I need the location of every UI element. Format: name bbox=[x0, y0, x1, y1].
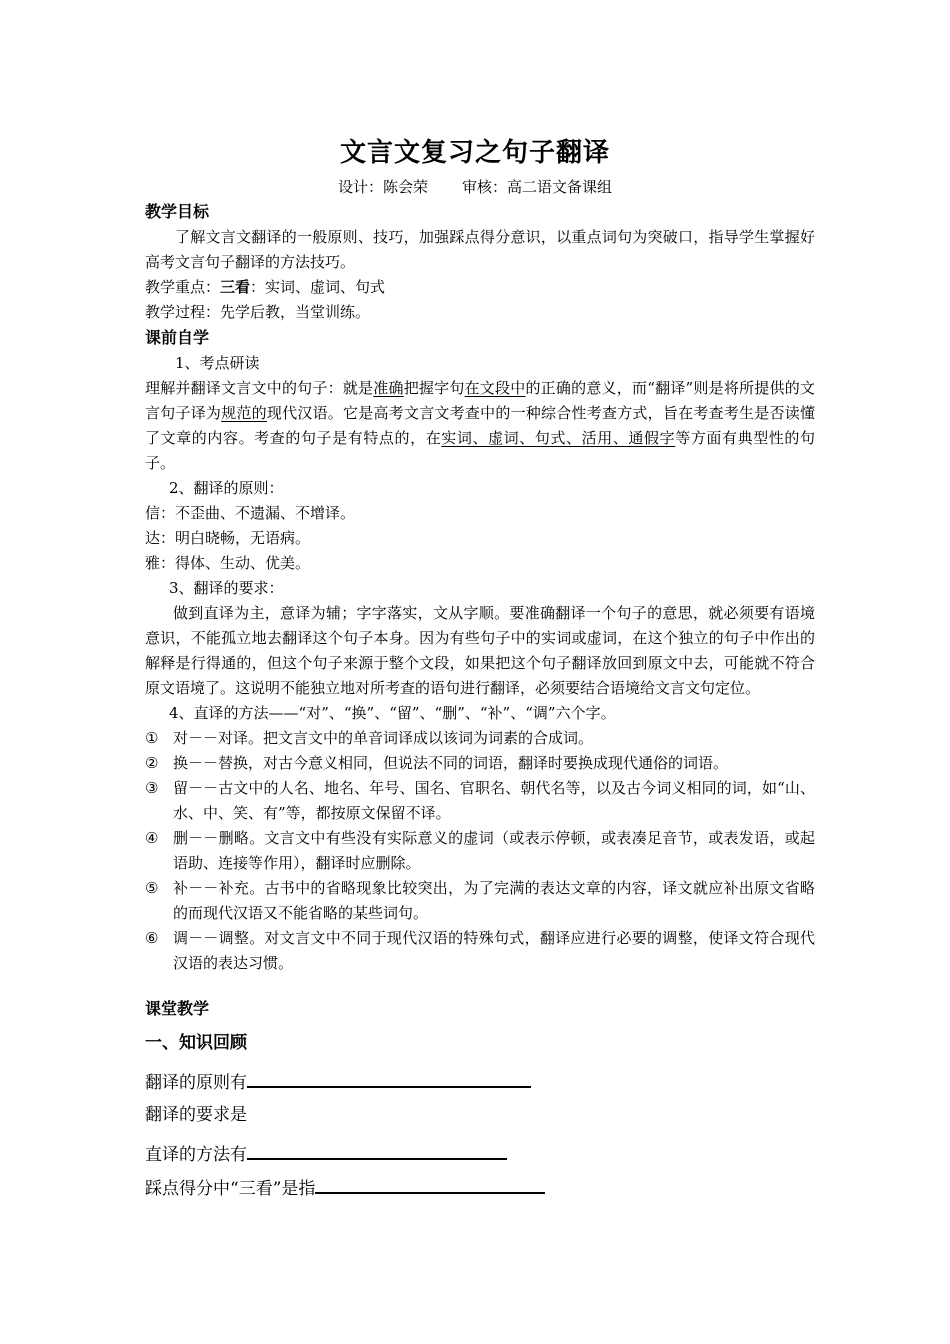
s1-underline: 准确 bbox=[373, 379, 404, 397]
goal-text: 了解文言文翻译的一般原则、技巧，加强踩点得分意识，以重点词句为突破口，指导学生掌握好高考文言句子翻译的方法技巧。 bbox=[145, 228, 815, 271]
method-num: ⑥ bbox=[145, 929, 159, 947]
classroom-heading: 课堂教学 bbox=[145, 999, 210, 1018]
s1-part: 现代汉语。它是高考文言文考查中的一种综合性考查方式，旨在考查考生是否读懂了文章的内容。考查的句子是有特点的，在 bbox=[145, 404, 815, 447]
method-item bbox=[145, 726, 815, 751]
self-study-heading: 课前自学 bbox=[145, 328, 210, 347]
method-item bbox=[145, 826, 815, 876]
method-text: 补－－补充。古书中的省略现象比较突出，为了完满的表达文章的内容，译文就应补出原文省略的而现代汉语又不能省略的某些词句。 bbox=[173, 879, 815, 922]
s3-title: 3、翻译的要求： bbox=[169, 579, 284, 597]
principle-item: 信：不歪曲、不遗漏、不增译。 bbox=[145, 504, 356, 522]
method-num: ④ bbox=[145, 829, 159, 847]
method-num: ③ bbox=[145, 779, 159, 797]
method-text: 对－－对译。把文言文中的单音词译成以该词为词素的合成词。 bbox=[173, 729, 594, 747]
goal-process: 教学过程：先学后教，当堂训练。 bbox=[145, 303, 371, 321]
answer-blank[interactable] bbox=[247, 1066, 531, 1088]
review-q1 bbox=[145, 1066, 815, 1093]
s1-part: 等方面有典型性的句子。 bbox=[145, 429, 815, 472]
review-q4 bbox=[145, 1172, 815, 1199]
method-num: ② bbox=[145, 754, 159, 772]
method-item bbox=[145, 751, 815, 776]
s3-text: 做到直译为主，意译为辅；字字落实，文从字顺。要准确翻译一个句子的意思，就必须要有语境意识，不能孤立地去翻译这个句子本身。因为有些句子中的实词或虚词，在这个独立的句子中作出的解释是行得通的，但这个句子来源于整个文段，如果把这个句子翻译放回到原文中去，可能就不符合原文语境了。这说明不能独立地对所考查的语句进行翻译，必须要结合语境给文言文句定位。 bbox=[145, 604, 815, 697]
principle-item: 达：明白晓畅，无语病。 bbox=[145, 529, 311, 547]
s1-underline: 规范的 bbox=[221, 404, 267, 422]
s1-underline: 实词、虚词、句式、活用、通假字 bbox=[441, 429, 676, 447]
method-item bbox=[145, 876, 815, 926]
method-text: 留－－古文中的人名、地名、年号、国名、官职名、朝代名等，以及古今词义相同的词，如“山、水、中、笑、有”等，都按原文保留不译。 bbox=[173, 779, 815, 822]
s1-text bbox=[145, 376, 815, 476]
method-text: 调－－调整。对文言文中不同于现代汉语的特殊句式，翻译应进行必要的调整，使译文符合现代汉语的表达习惯。 bbox=[173, 929, 815, 972]
goal-key-label: 教学重点： bbox=[145, 278, 221, 296]
s1-part: 把握字句 bbox=[403, 379, 465, 397]
review-heading: 一、知识回顾 bbox=[145, 1033, 247, 1053]
review-q3-label: 直译的方法有 bbox=[145, 1145, 247, 1165]
goal-heading: 教学目标 bbox=[145, 202, 210, 221]
goal-key-bold: 三看 bbox=[220, 278, 251, 296]
s1-part: 的正确的意义，而“翻译”则是将所提供的文言句子译为 bbox=[145, 379, 815, 422]
principle-item: 雅：得体、生动、优美。 bbox=[145, 554, 311, 572]
author-line bbox=[145, 176, 805, 197]
s4-title: 4、直译的方法——“对”、“换”、“留”、“删”、“补”、“调”六个字。 bbox=[169, 704, 616, 722]
goal-key bbox=[145, 275, 815, 300]
review-q4-label: 踩点得分中“三看”是指 bbox=[145, 1179, 316, 1199]
s1-part: 理解并翻译文言文中的句子：就是 bbox=[145, 379, 374, 397]
method-text: 换－－替换，对古今意义相同，但说法不同的词语，翻译时要换成现代通俗的词语。 bbox=[173, 754, 729, 772]
review-q1-label: 翻译的原则有 bbox=[145, 1073, 247, 1093]
s2-title: 2、翻译的原则： bbox=[169, 479, 284, 497]
s1-title: 1、考点研读 bbox=[175, 354, 260, 372]
method-num: ⑤ bbox=[145, 879, 159, 897]
method-item bbox=[145, 776, 815, 826]
method-item bbox=[145, 926, 815, 976]
method-text: 删－－删略。文言文中有些没有实际意义的虚词（或表示停顿，或表凑足音节，或表发语，或起语助、连接等作用），翻译时应删除。 bbox=[173, 829, 815, 872]
document-title: 文言文复习之句子翻译 bbox=[339, 138, 610, 168]
document-body bbox=[145, 199, 815, 976]
review-q2-label: 翻译的要求是 bbox=[145, 1105, 247, 1125]
s1-underline: 在文段中 bbox=[464, 379, 526, 397]
method-num: ① bbox=[145, 729, 159, 747]
review-q3 bbox=[145, 1138, 815, 1165]
review-q2 bbox=[145, 1100, 815, 1125]
designer: 设计：陈会荣 bbox=[337, 178, 428, 196]
goal-key-rest: ：实词、虚词、句式 bbox=[250, 278, 386, 296]
answer-blank[interactable] bbox=[247, 1138, 507, 1160]
answer-blank[interactable] bbox=[315, 1172, 545, 1194]
reviewer: 审核：高二语文备课组 bbox=[462, 178, 613, 196]
